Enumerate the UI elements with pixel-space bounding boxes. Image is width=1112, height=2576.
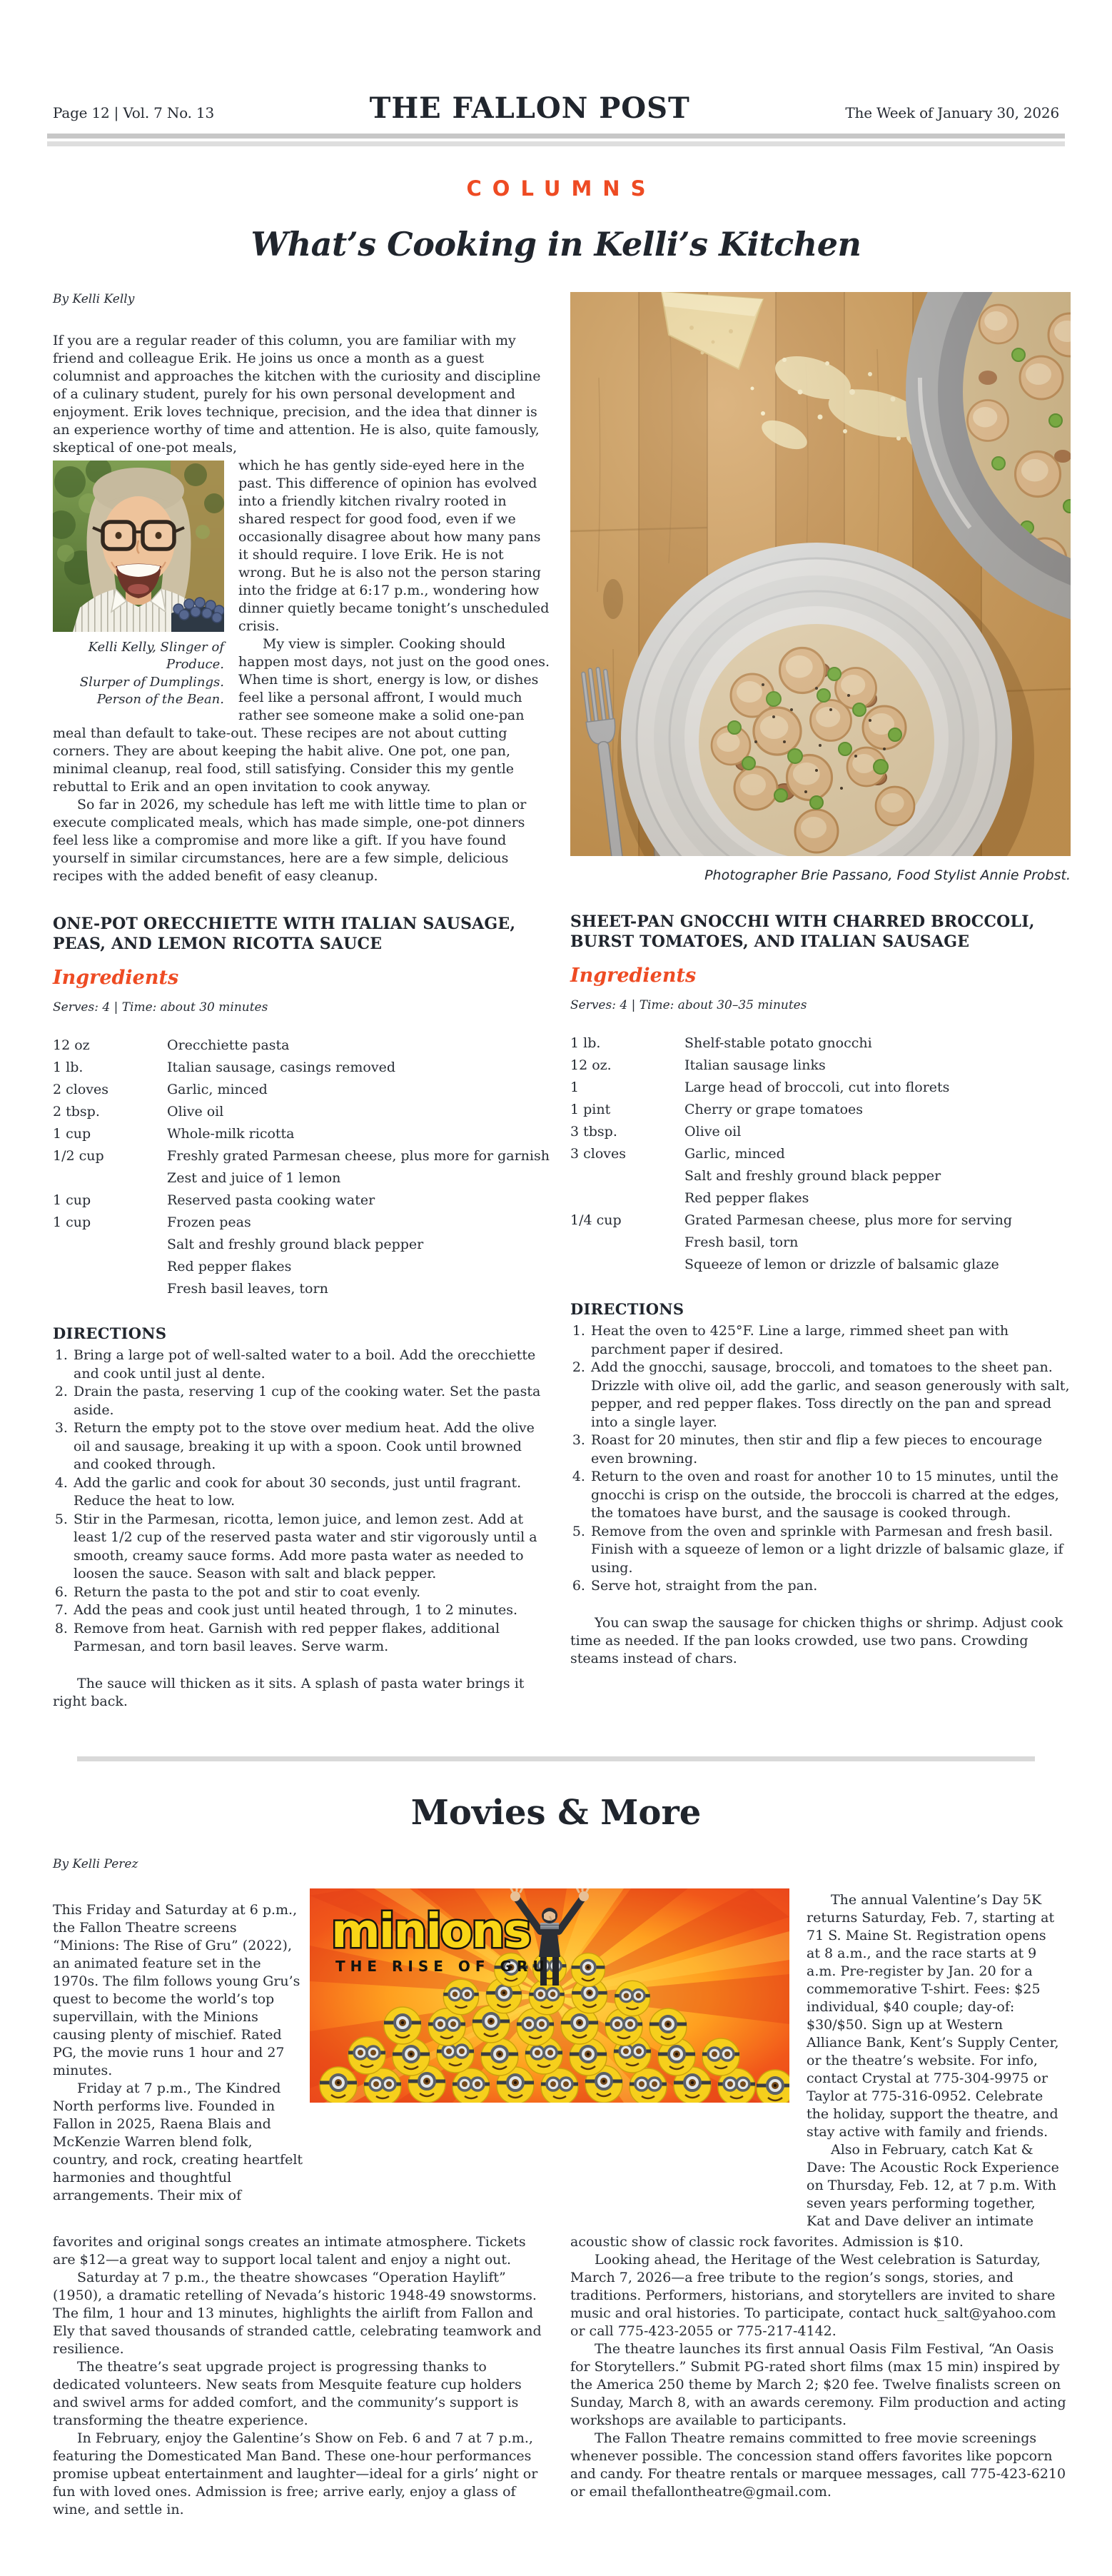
direction-step: 3. Roast for 20 minutes, then stir and flip a few pieces to encourage even browning.	[590, 1432, 1071, 1468]
ingredient-desc: Fresh basil, torn	[684, 1234, 799, 1251]
ingredient-desc: Olive oil	[167, 1104, 224, 1120]
movies-paragraph: The theatre’s seat upgrade project is progressing thanks to dedicated volunteers. New seats from Mesquite feature cup holders and swivel arms for added comfort, and the community’s support is transforming the theatre experience.	[53, 2358, 522, 2428]
direction-step: 8. Remove from heat. Garnish with red pepper flakes, additional Parmesan, and torn basil leaves. Serve warm.	[72, 1620, 550, 1656]
movies-paragraph: acoustic show of classic rock favorites. Admission is $10.	[570, 2233, 964, 2250]
portrait-figure	[53, 461, 224, 708]
movies-paragraph: Saturday at 7 p.m., the theatre showcases “Operation Haylift” (1950), a dramatic retelling of Nevada’s historic 1948-49 snowstorms. The film, 1 hour and 13 minutes, highlights the airlift from Fallon and Ely that saved thousands of stranded cattle, celebrating teamwork and resilience.	[53, 2269, 542, 2357]
ingredient-qty: 1 cup	[53, 1192, 91, 1209]
recipe1-note: The sauce will thicken as it sits. A splash of pasta water brings it right back.	[53, 1675, 525, 1709]
cooking-byline: By Kelli Kelly	[53, 292, 135, 306]
ingredient-row	[53, 1278, 550, 1300]
ingredient-qty: 1 cup	[53, 1214, 91, 1231]
ingredient-qty: 1 lb.	[53, 1060, 84, 1076]
ingredient-row	[53, 1212, 550, 1234]
ingredient-desc: Fresh basil leaves, torn	[167, 1281, 328, 1297]
movies-paragraph: The Fallon Theatre remains committed to free movie screenings whenever possible. The concession stand offers favorites like popcorn and candy. For theatre rentals or marquee messages, call 775-423-6210 or email thefallontheatre@gmail.com.	[570, 2430, 1066, 2500]
ingredient-row	[53, 1256, 550, 1278]
kelli-portrait-photo	[53, 461, 224, 632]
cooking-article-title: What’s Cooking in Kelli’s Kitchen	[251, 225, 861, 263]
movies-paragraph: The theatre launches its first annual Oasis Film Festival, “An Oasis for Storytellers.” Submit PG-rated short films (max 15 min) inspired by the America 250 theme by March 2; $20 fee. Twelve finalists screen on Sunday, March 8, with an awards ceremony. Film production and acting workshops are available to participants.	[570, 2340, 1066, 2428]
ingredient-qty	[53, 1234, 167, 1256]
section-label: COLUMNS	[466, 176, 657, 201]
ingredient-qty: 3 cloves	[570, 1146, 627, 1162]
direction-step: 1. Bring a large pot of well-salted water to a boil. Add the orecchiette and cook until just al dente.	[72, 1347, 550, 1383]
ingredient-row	[570, 1143, 1071, 1165]
ingredient-desc: Freshly grated Parmesan cheese, plus more for garnish	[167, 1148, 550, 1164]
portrait-caption: Kelli Kelly, Slinger of Produce. Slurper of Dumplings. Person of the Bean.	[79, 640, 224, 707]
cooking-paragraph: So far in 2026, my schedule has left me with little time to plan or execute complicated meals, which has made simple, one-pot dinners feel less like a compromise and more like a gift. If you have found yourself in similar circumstances, here are a few simple, delicious recipes with the added benefit of easy cleanup.	[53, 797, 527, 884]
movies-paragraph: favorites and original songs creates an intimate atmosphere. Tickets are $12—a great way to support local talent and enjoy a night out.	[53, 2233, 526, 2268]
movies-paragraph: Friday at 7 p.m., The Kindred North performs live. Founded in Fallon in 2025, Raena Blais and McKenzie Warren blend folk, country, and rock, creating heartfelt harmonies and thoughtful arrangements. Their mix of	[53, 2080, 303, 2203]
section-divider	[77, 1756, 1035, 1761]
ingredient-row	[570, 1077, 1071, 1099]
ingredient-desc: Garlic, minced	[684, 1146, 785, 1162]
ingredient-qty: 2 tbsp.	[53, 1104, 100, 1120]
cooking-paragraph: which he has gently side-eyed here in the past. This difference of opinion has evolved into a friendly kitchen rivalry rooted in shared respect for good food, even if we occasionally disagree about how many pans it should require. I love Erik. He is not wrong. But he is also not the person staring into the fridge at 6:17 p.m., wondering how dinner quietly became tonight’s unscheduled crisis.	[238, 458, 550, 634]
minions-poster-image	[310, 1888, 789, 2103]
ingredient-desc: Salt and freshly ground black pepper	[684, 1168, 941, 1184]
ingredient-row	[53, 1057, 550, 1079]
recipe2-ingredients	[570, 1032, 1071, 1276]
movies-bottom-row	[46, 2233, 1066, 2519]
direction-step: 7. Add the peas and cook just until heated through, 1 to 2 minutes.	[72, 1601, 550, 1620]
ingredient-row	[570, 1055, 1071, 1077]
recipe1-directions	[53, 1347, 550, 1656]
ingredient-qty	[570, 1254, 684, 1276]
ingredient-row	[570, 1187, 1071, 1209]
recipe2-ingredients-label: Ingredients	[570, 965, 697, 987]
food-photo-credit: Photographer Brie Passano, Food Stylist Annie Probst.	[704, 867, 1071, 883]
ingredient-qty	[570, 1165, 684, 1187]
movies-paragraph: The annual Valentine’s Day 5K returns Saturday, Feb. 7, starting at 71 S. Maine St. Registration opens at 8 a.m., and the race starts at 9 a.m. Pre-register by Jan. 20 for a commemorative T-shirt. Fees: $25 individual, $40 couple; day-of: $30/$50. Sign up at Western Alliance Bank, Kent’s Supply Center, or the theatre’s website. For info, contact Crystal at 775-304-9975 or Taylor at 775-316-0952. Celebrate the holiday, support the theatre, and stay active with family and friends.	[807, 1891, 1059, 2140]
cooking-paragraph: If you are a regular reader of this column, you are familiar with my friend and colleague Erik. He joins us once a month as a guest columnist and approaches the kitchen with the curiosity and discipline of a culinary student, purely for his own personal development and enjoyment. Erik loves technique, precision, and the idea that dinner is an experience worthy of time and attention. He is also, quite famously, skeptical of one-pot meals,	[53, 333, 541, 456]
ingredient-qty: 1/4 cup	[570, 1212, 622, 1229]
cooking-left-column	[53, 292, 550, 1711]
ingredient-qty: 1 pint	[570, 1102, 611, 1118]
direction-step: 6. Return the pasta to the pot and stir to coat evenly.	[72, 1584, 550, 1602]
direction-step: 6. Serve hot, straight from the pan.	[590, 1577, 1071, 1596]
ingredient-row	[53, 1079, 550, 1101]
ingredient-qty: 1	[570, 1080, 580, 1096]
ingredient-row	[570, 1254, 1071, 1276]
ingredient-qty	[53, 1167, 167, 1189]
ingredient-row	[570, 1232, 1071, 1254]
food-photo-figure	[570, 292, 1071, 883]
recipe2-note: You can swap the sausage for chicken thighs or shrimp. Adjust cook time as needed. If the pan looks crowded, use two pans. Crowding steams instead of chars.	[570, 1614, 1063, 1666]
movies-paragraph: This Friday and Saturday at 6 p.m., the Fallon Theatre screens “Minions: The Rise of Gru” (2022), an animated feature set in the 1970s. The film follows young Gru’s quest to become the world’s top supervillain, with the Minions causing plenty of mischief. Rated PG, the movie runs 1 hour and 27 minutes.	[53, 1901, 300, 2078]
ingredient-desc: Cherry or grape tomatoes	[684, 1102, 864, 1118]
ingredient-row	[570, 1032, 1071, 1055]
header-rules	[46, 134, 1066, 146]
movies-right-column	[807, 1891, 1061, 2230]
ingredient-qty: 1/2 cup	[53, 1148, 104, 1164]
movies-title: Movies & More	[410, 1792, 702, 1833]
ingredient-desc: Frozen peas	[167, 1214, 251, 1231]
ingredient-row	[53, 1167, 550, 1189]
poster-subtitle-text: THE RISE OF GRU	[335, 1957, 550, 1975]
ingredient-qty: 1 lb.	[570, 1035, 601, 1052]
recipe1-serves: Serves: 4 | Time: about 30 minutes	[53, 1000, 268, 1015]
ingredient-desc: Grated Parmesan cheese, plus more for serving	[684, 1212, 1013, 1229]
movies-left-column	[53, 1857, 304, 2230]
movies-byline: By Kelli Perez	[53, 1856, 138, 1871]
orecchiette-dish-photo	[570, 292, 1071, 856]
minions-poster-figure	[310, 1888, 789, 2230]
ingredient-desc: Squeeze of lemon or drizzle of balsamic glaze	[684, 1257, 999, 1273]
ingredient-desc: Garlic, minced	[167, 1082, 268, 1098]
ingredient-qty: 12 oz.	[570, 1057, 612, 1074]
ingredient-desc: Italian sausage, casings removed	[167, 1060, 396, 1076]
cooking-right-column	[570, 292, 1071, 1711]
direction-step: 2. Add the gnocchi, sausage, broccoli, and tomatoes to the sheet pan. Drizzle with olive oil, add the garlic, and season generously with salt, pepper, and red pepper flakes. Toss directly on the pan and spread into a single layer.	[590, 1359, 1071, 1432]
recipe2-directions	[570, 1322, 1071, 1596]
cooking-paragraph: My view is simpler. Cooking should happen most days, not just on the good ones. When time is short, energy is low, or dishes feel like a personal affront, I would much rather see someone make a solid one-pan meal than default to take-out. These recipes are not about cutting corners. They are about keeping the habit alive. One pot, one pan, minimal cleanup, real food, still satisfying. Consider this my gentle rebuttal to Erik and an open invitation to cook anyway.	[53, 636, 550, 795]
ingredient-row	[53, 1035, 550, 1057]
ingredient-row	[570, 1165, 1071, 1187]
ingredient-desc: Salt and freshly ground black pepper	[167, 1237, 424, 1253]
recipe1-directions-label: DIRECTIONS	[53, 1324, 167, 1343]
page-info: Page 12 | Vol. 7 No. 13	[53, 104, 214, 121]
ingredient-qty	[570, 1232, 684, 1254]
ingredient-qty: 3 tbsp.	[570, 1124, 617, 1140]
ingredient-row	[53, 1234, 550, 1256]
ingredient-row	[53, 1123, 550, 1145]
page-header	[46, 91, 1066, 125]
recipe2-directions-label: DIRECTIONS	[570, 1300, 684, 1319]
movies-top-row	[46, 1857, 1066, 2230]
recipe1-ingredients	[53, 1035, 550, 1300]
ingredient-qty	[53, 1256, 167, 1278]
recipe1-title: ONE-POT ORECCHIETTE WITH ITALIAN SAUSAGE, PEAS, AND LEMON RICOTTA SAUCE	[53, 915, 516, 953]
movies-right-continuation	[570, 2233, 1068, 2519]
ingredient-desc: Olive oil	[684, 1124, 742, 1140]
ingredient-row	[53, 1145, 550, 1167]
direction-step: 5. Remove from the oven and sprinkle with Parmesan and fresh basil. Finish with a squeeze of lemon or a light drizzle of balsamic glaze, if using.	[590, 1523, 1071, 1578]
direction-step: 4. Return to the oven and roast for another 10 to 15 minutes, until the gnocchi is crisp on the outside, the broccoli is charred at the edges, the tomatoes have burst, and the sausage is cooked through.	[590, 1468, 1071, 1523]
ingredient-row	[570, 1099, 1071, 1121]
movies-paragraph: Also in February, catch Kat & Dave: The Acoustic Rock Experience on Thursday, Feb. 12, at 7 p.m. With seven years performing together, Kat and Dave deliver an intimate	[807, 2141, 1059, 2229]
ingredient-desc: Shelf-stable potato gnocchi	[684, 1035, 872, 1052]
ingredient-desc: Whole-milk ricotta	[167, 1126, 295, 1142]
cooking-columns	[46, 292, 1071, 1711]
recipe1-ingredients-label: Ingredients	[53, 967, 179, 990]
ingredient-desc: Red pepper flakes	[684, 1190, 809, 1207]
ingredient-qty	[570, 1187, 684, 1209]
ingredient-desc: Reserved pasta cooking water	[167, 1192, 375, 1209]
direction-step: 5. Stir in the Parmesan, ricotta, lemon juice, and lemon zest. Add at least 1/2 cup of the reserved pasta water and stir vigorously until a smooth, creamy sauce forms. Add more pasta water as needed to loosen the sauce. Season with salt and black pepper.	[72, 1511, 550, 1584]
movies-paragraph: Looking ahead, the Heritage of the West celebration is Saturday, March 7, 2026—a free tribute to the region’s songs, stories, and traditions. Performers, historians, and storytellers are invited to share music and oral histories. To participate, contact huck_salt@yahoo.com or call 775-423-2055 or 775-217-4142.	[570, 2251, 1056, 2339]
movies-left-continuation	[53, 2233, 550, 2519]
ingredient-qty: 12 oz	[53, 1037, 90, 1054]
ingredient-desc: Zest and juice of 1 lemon	[167, 1170, 341, 1187]
issue-date: The Week of January 30, 2026	[845, 104, 1059, 121]
recipe2-serves: Serves: 4 | Time: about 30–35 minutes	[570, 998, 807, 1013]
direction-step: 3. Return the empty pot to the stove over medium heat. Add the olive oil and sausage, breaking it up with a spoon. Cook until browned and cooked through.	[72, 1419, 550, 1474]
ingredient-qty: 1 cup	[53, 1126, 91, 1142]
direction-step: 1. Heat the oven to 425°F. Line a large, rimmed sheet pan with parchment paper if desired.	[590, 1322, 1071, 1359]
direction-step: 4. Add the garlic and cook for about 30 seconds, just until fragrant. Reduce the heat to low.	[72, 1474, 550, 1511]
ingredient-desc: Red pepper flakes	[167, 1259, 292, 1275]
recipe2-title: SHEET-PAN GNOCCHI WITH CHARRED BROCCOLI, BURST TOMATOES, AND ITALIAN SAUSAGE	[570, 912, 1035, 951]
ingredient-desc: Large head of broccoli, cut into florets	[684, 1080, 950, 1096]
poster-title-text: minions	[331, 1903, 530, 1958]
ingredient-row	[570, 1121, 1071, 1143]
ingredient-desc: Orecchiette pasta	[167, 1037, 290, 1054]
movies-paragraph: In February, enjoy the Galentine’s Show on Feb. 6 and 7 at 7 p.m., featuring the Domesticated Man Band. These one-hour performances promise upbeat entertainment and laughter—ideal for a girls’ night or fun with loved ones. Admission is free; arrive early, enjoy a glass of wine, and settle in.	[53, 2430, 538, 2517]
direction-step: 2. Drain the pasta, reserving 1 cup of the cooking water. Set the pasta aside.	[72, 1383, 550, 1419]
ingredient-desc: Italian sausage links	[684, 1057, 826, 1074]
ingredient-row	[53, 1189, 550, 1212]
ingredient-qty	[53, 1278, 167, 1300]
ingredient-row	[570, 1209, 1071, 1232]
ingredient-qty: 2 cloves	[53, 1082, 109, 1098]
masthead: THE FALLON POST	[369, 91, 690, 125]
ingredient-row	[53, 1101, 550, 1123]
